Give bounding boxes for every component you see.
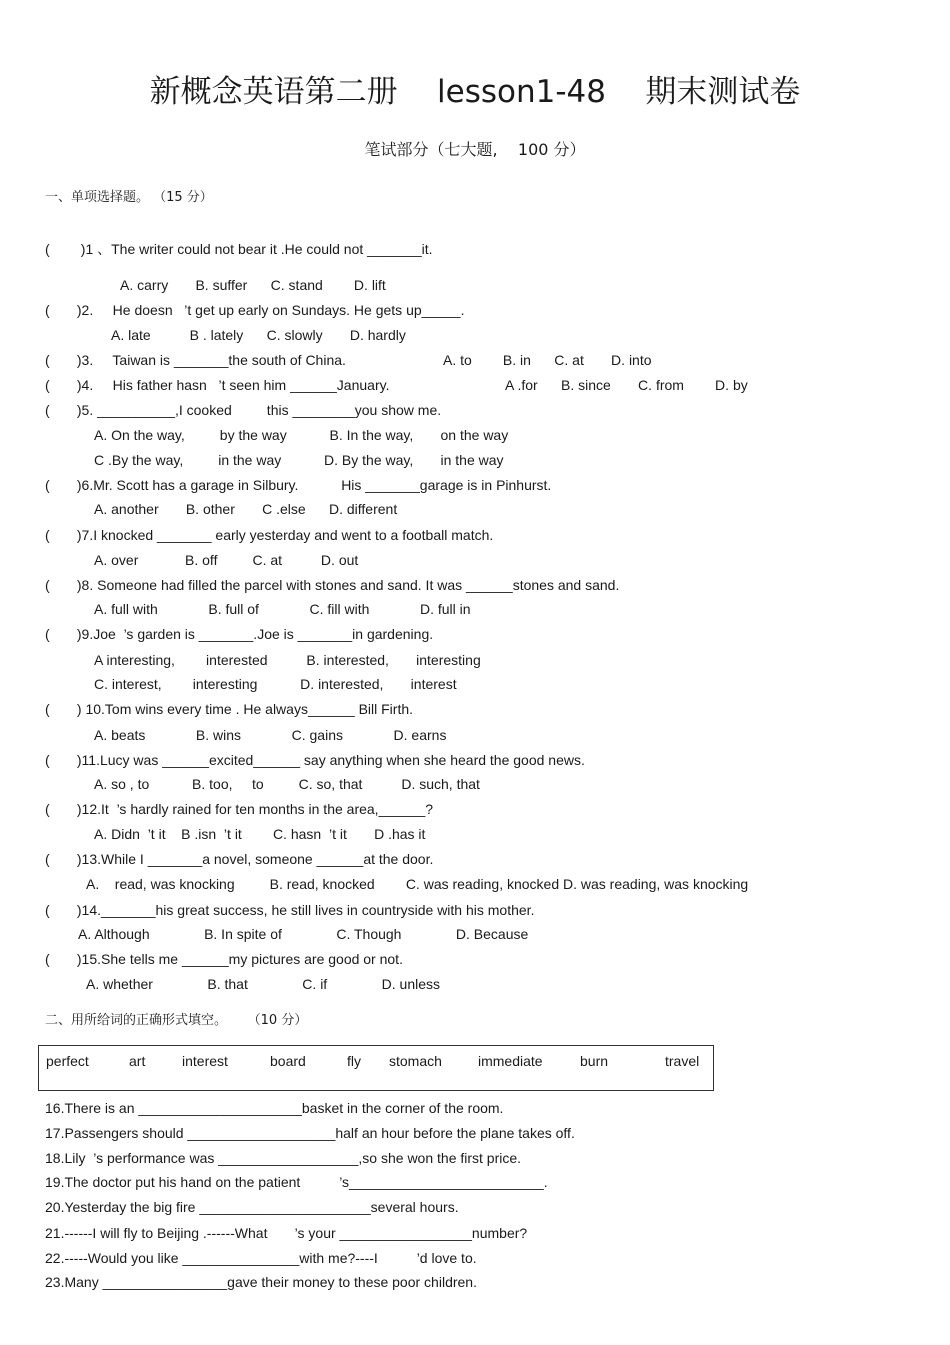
question-line: ( )6.Mr. Scott has a garage in Silbury. His _______garage is in Pinhurst. (45, 477, 552, 493)
fill-in-line: 20.Yesterday the big fire ______________________several hours. (45, 1199, 459, 1215)
question-line: ( )3. Taiwan is _______the south of China. (45, 352, 346, 368)
word-bank-word: stomach (389, 1053, 442, 1069)
question-line: ( )5. __________,I cooked this ________you show me. (45, 402, 442, 418)
section1-heading: 一、单项选择题。 （15 分） (45, 190, 213, 205)
options-line: A. so , to B. too, to C. so, that D. such, that (94, 776, 480, 792)
options-line: A. beats B. wins C. gains D. earns (94, 727, 447, 743)
word-bank-word: perfect (46, 1053, 89, 1069)
fill-in-line: 23.Many ________________gave their money to these poor children. (45, 1274, 477, 1290)
word-bank-word: immediate (478, 1053, 543, 1069)
word-bank-word: burn (580, 1053, 609, 1069)
question-line: ( )4. His father hasn ’t seen him ______January. (45, 377, 390, 393)
word-bank-word: travel (665, 1053, 700, 1069)
options-line: A. On the way, by the way B. In the way, on the way (94, 427, 509, 443)
question-line: ( )8. Someone had filled the parcel with stones and sand. It was ______stones and sand. (45, 577, 620, 593)
options-line: A. Although B. In spite of C. Though D. Because (78, 926, 529, 942)
options-line: A. late B . lately C. slowly D. hardly (111, 327, 406, 343)
options-line: C .By the way, in the way D. By the way, in the way (94, 452, 504, 468)
fill-in-line: 16.There is an _____________________basket in the corner of the room. (45, 1100, 504, 1116)
options-line: A .for B. since C. from D. by (505, 377, 748, 393)
options-line: A. over B. off C. at D. out (94, 552, 359, 568)
options-line: A. to B. in C. at D. into (443, 352, 652, 368)
question-line: ( )15.She tells me ______my pictures are good or not. (45, 951, 403, 967)
options-line: A. full with B. full of C. fill with D. full in (94, 601, 471, 617)
fill-in-line: 21.------I will fly to Beijing .------What ’s your _________________number? (45, 1225, 528, 1241)
word-bank-word: fly (347, 1053, 361, 1069)
options-line: A. another B. other C .else D. different (94, 501, 398, 517)
question-line: ( )13.While I _______a novel, someone ______at the door. (45, 851, 434, 867)
options-line: A. Didn ’t it B .isn ’t it C. hasn ’t it D .has it (94, 826, 426, 842)
options-line: A. carry B. suffer C. stand D. lift (120, 277, 386, 293)
word-bank-word: art (129, 1053, 146, 1069)
question-line: ( ) 10.Tom wins every time . He always______ Bill Firth. (45, 701, 414, 717)
options-line: C. interest, interesting D. interested, interest (94, 676, 457, 692)
fill-in-line: 18.Lily ’s performance was __________________,so she won the first price. (45, 1150, 522, 1166)
question-line: ( )2. He doesn ’t get up early on Sundays. He gets up_____. (45, 302, 465, 318)
question-line: ( )11.Lucy was ______excited______ say anything when she heard the good news. (45, 752, 585, 768)
options-line: A interesting, interested B. interested, interesting (94, 652, 481, 668)
question-line: ( )1 、The writer could not bear it .He could not _______it. (45, 241, 433, 257)
options-line: A. read, was knocking B. read, knocked C. was reading, knocked D. was reading, was knocking (86, 876, 749, 892)
word-bank-word: interest (182, 1053, 228, 1069)
question-line: ( )7.I knocked _______ early yesterday and went to a football match. (45, 527, 494, 543)
question-line: ( )9.Joe ’s garden is _______.Joe is _______in gardening. (45, 626, 434, 642)
page-subtitle: 笔试部分（七大题, 100 分） (364, 140, 586, 159)
question-line: ( )12.It ’s hardly rained for ten months in the area,______? (45, 801, 434, 817)
word-bank-word: board (270, 1053, 306, 1069)
page-title: 新概念英语第二册 lesson1-48 期末测试卷 (149, 74, 801, 110)
fill-in-line: 17.Passengers should ___________________half an hour before the plane takes off. (45, 1125, 575, 1141)
word-bank (38, 1045, 714, 1091)
question-line: ( )14._______his great success, he still lives in countryside with his mother. (45, 902, 535, 918)
fill-in-line: 19.The doctor put his hand on the patient ’s_________________________. (45, 1174, 548, 1190)
fill-in-line: 22.-----Would you like _______________with me?----I ’d love to. (45, 1250, 477, 1266)
section2-heading: 二、用所给词的正确形式填空。 （10 分） (45, 1013, 308, 1028)
options-line: A. whether B. that C. if D. unless (86, 976, 441, 992)
